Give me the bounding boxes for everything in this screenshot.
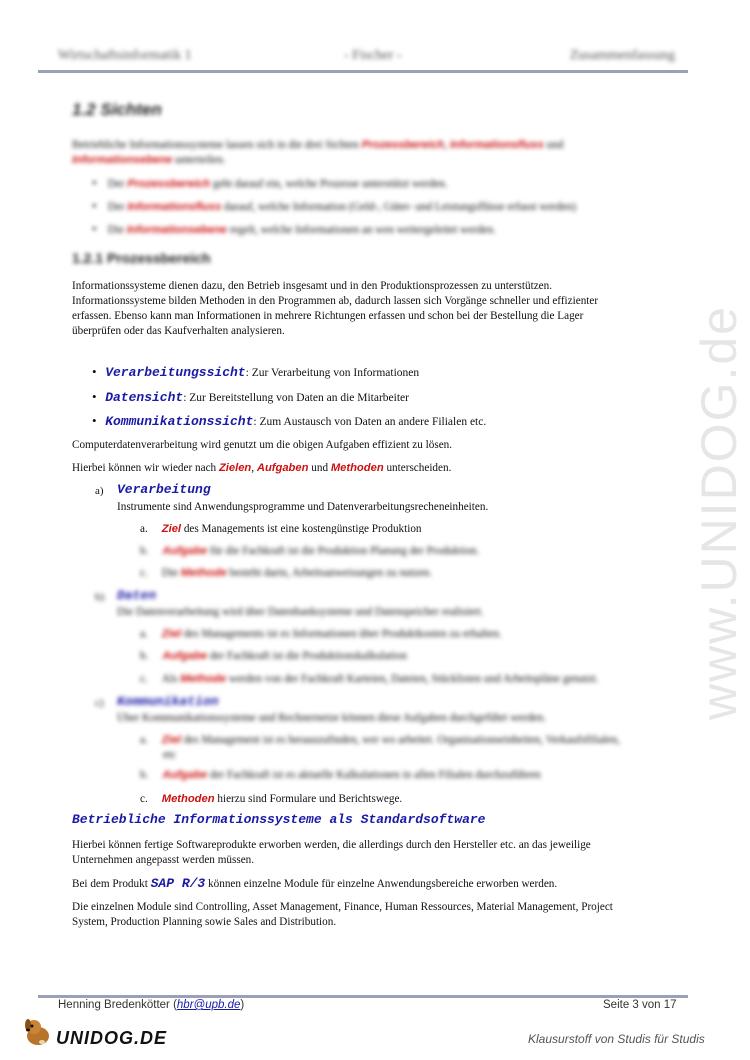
section-desc: Über Kommunikationssysteme und Rechnernetze können diese Aufgaben durchgeführt werden. [117,712,547,724]
section-item: b. Aufgabe für die Fachkraft ist die Produktion Planung der Produktion. [140,545,480,557]
header-rule [38,70,688,73]
standard-paragraph: Hierbei können fertige Softwareprodukte erworben werden, die allerdings durch den Hersteller etc. an das jeweilige Unternehmen angepasst werden müssen. [72,839,591,866]
computer-line: Computerdatenverarbeitung wird genutzt um die obigen Aufgaben effizient zu lösen. [72,439,453,451]
section-desc: Instrumente sind Anwendungsprogramme und Datenverarbeitungsrecheneinheiten. [117,501,489,513]
section-item: b. Aufgabe der Fachkraft ist die Produktionskalkulation [140,650,407,662]
modules-paragraph: Die einzelnen Module sind Controlling, Asset Management, Finance, Human Ressources, Material Management, Project System, Production Planning sowie Sales and Distribution. [72,901,613,928]
section-item: c. Als Methode werden von der Fachkraft Karteien, Dateien, Stücklisten und Arbeitspläne genutzt. [140,673,599,685]
subsection-title: 1.2.1 Prozessbereich [72,250,211,266]
site-logo: UNIDOG.DE [56,1028,168,1048]
section-label: c) [95,697,104,709]
sap-line: Bei dem Produkt SAP R/3 können einzelne Module für einzelne Anwendungsbereiche erworben werden. [72,876,558,891]
intro-bullet: • Die Informationsebene regelt, welche Informationen an wen weitergeleitet werden. [92,221,496,236]
section-label: a) [95,485,104,497]
intro-paragraph: Betriebliche Informationssysteme lassen sich in die drei Sichten Prozessbereich, Informationsfluss und Informationsebene unterteilen. [72,139,564,166]
section-title: 1.2 Sichten [72,100,162,119]
header-left: Wirtschaftsinformatik 1 [58,48,192,63]
watermark-text: www.UNIDOG.de [691,305,747,720]
section-heading: Verarbeitung [117,482,211,497]
intro-bullet: • Der Informationsfluss darauf, welche Information (Geld-, Güter- und Leistungsflüsse erfasst werden) [92,198,577,213]
section-item-continuation: etc [163,749,177,761]
section-item: a. Ziel des Management ist es herauszufinden, wer wo arbeitet. Organisationseinheiten, Verkaufsfilialen, [140,734,620,746]
section-desc: Die Datenverarbeitung wird über Datenbanksysteme und Datenspeicher realisiert. [117,606,484,618]
header-right: Zusammenfassung [570,48,675,63]
intro-bullet: • Der Prozessbereich geht darauf ein, welche Prozesse unterstützt werden. [92,175,448,190]
view-item: • Verarbeitungssicht: Zur Verarbeitung von Informationen [92,364,420,380]
header-center: - Fischer - [344,48,402,63]
view-item: • Kommunikationssicht: Zum Austausch von Daten an andere Filialen etc. [92,413,487,429]
section-heading: Daten [117,588,157,603]
view-item: • Datensicht: Zur Bereitstellung von Daten an die Mitarbeiter [92,389,409,405]
footer-author: Henning Bredenkötter (hbr@upb.de) [58,999,245,1011]
footer-email-link[interactable]: hbr@upb.de [176,999,241,1011]
section-item: b. Aufgabe der Fachkraft ist es aktuelle Kalkulationen in allen Filialen durchzuführen [140,769,541,781]
paragraph-intro: Informationssysteme dienen dazu, den Betrieb insgesamt und in den Produktionsprozessen zu unterstützen. Informationssysteme bilden Methoden in den Programmen ab, dadurch lassen sich Vorgänge schneller und effizienter erfassen. Ebenso kann man Informationen in mehrere Richtungen erfassen und schon bei der Bestellung die Lager überprüfen oder das Kaufverhalten analysieren. [72,280,599,337]
distinguish-line: Hierbei können wir wieder nach Zielen, Aufgaben und Methoden unterscheiden. [72,462,452,474]
footer-page-number: Seite 3 von 17 [603,999,677,1011]
footer-slogan: Klausurstoff von Studis für Studis [528,1032,705,1046]
footer-rule [38,995,688,998]
standard-title: Betriebliche Informationssysteme als Standardsoftware [72,812,486,827]
section-label: b) [95,591,105,603]
section-item: a. Ziel des Managements ist es Informationen über Produktkosten zu erhalten. [140,628,502,640]
section-item: c. Die Methode besteht darin, Arbeitsanweisungen zu nutzen. [140,567,433,579]
section-heading: Kommunikation [117,694,219,709]
dog-icon [22,1016,54,1048]
section-item: c. Methoden hierzu sind Formulare und Berichtswege. [140,793,403,805]
section-item: a. Ziel des Managements ist eine kostengünstige Produktion [140,523,422,534]
